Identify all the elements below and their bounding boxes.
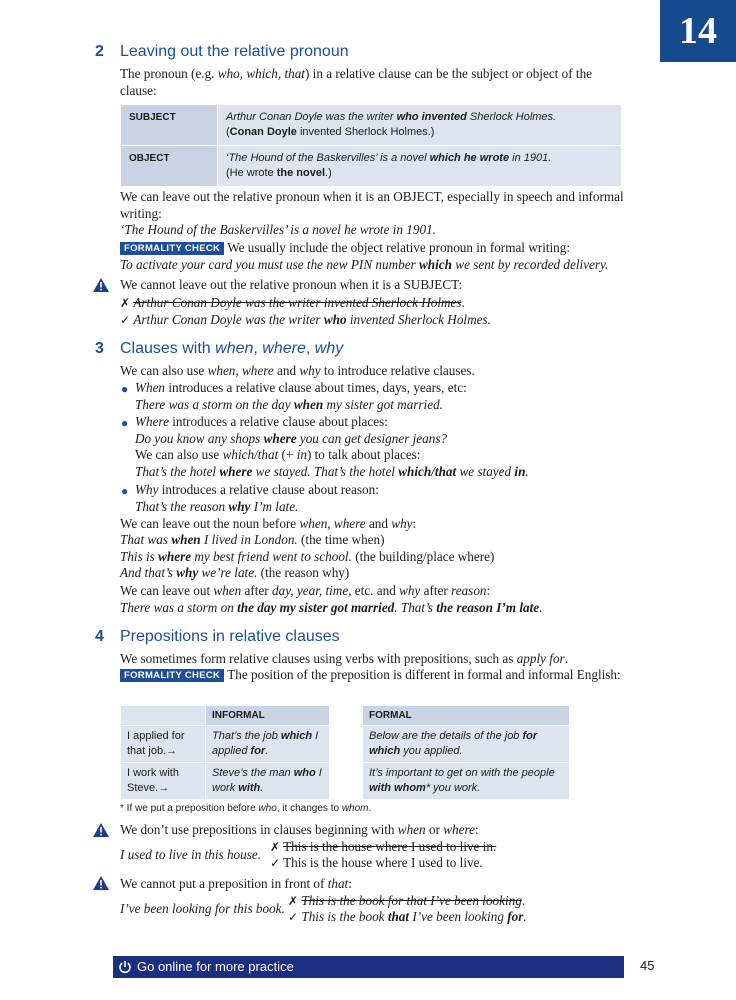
house-wrong: ✗ This is the house where I used to live in. <box>270 839 497 854</box>
section-3-number: 3 <box>95 340 104 357</box>
formal-example: It’s important to get on with the people with whom* you work. <box>363 763 570 800</box>
table-row <box>363 763 570 800</box>
online-practice-banner[interactable] <box>113 956 624 978</box>
informal-example: That’s the job which I applied for. <box>206 726 330 763</box>
leave-out-when-example: There was a storm on the day my sister got married. That’s the reason I’m late. <box>120 600 543 615</box>
house-base: I used to live in this house. <box>120 847 262 862</box>
noun-example-1: That was when I lived in London. (the time when) <box>120 532 385 547</box>
check-icon: ✓ <box>288 910 299 924</box>
book-base: I’ve been looking for this book. <box>120 901 285 916</box>
chapter-number-tab: 14 <box>660 0 736 62</box>
section-2-title: Leaving out the relative pronoun <box>120 43 349 60</box>
formal-example: To activate your card you must use the new PIN number which we sent by recorded delivery. <box>120 257 609 272</box>
informal-table <box>120 705 330 800</box>
section-2-intro: The pronoun (e.g. who, which, that) in a relative clause can be the subject or object of the clause: <box>120 66 593 98</box>
section-4-title: Prepositions in relative clauses <box>120 628 340 645</box>
informal-header: INFORMAL <box>206 706 330 726</box>
where-example-1: Do you know any shops where you can get designer jeans? <box>135 431 448 446</box>
cross-icon: ✗ <box>120 296 131 310</box>
bullet-icon: ● <box>121 416 129 430</box>
table-row <box>121 105 622 146</box>
formality-check-badge: FORMALITY CHECK <box>120 242 224 255</box>
house-right: ✓ This is the house where I used to live. <box>270 855 483 870</box>
where-example-2: That’s the hotel where we stayed. That’s the hotel which/that we stayed in. <box>135 464 529 479</box>
noun-example-3: And that’s why we’re late. (the reason why) <box>120 565 350 580</box>
base-sentence: I applied for that job.→ <box>121 726 206 763</box>
bullet-icon: ● <box>121 382 129 396</box>
where-rule: Where introduces a relative clause about places: <box>135 414 388 429</box>
wrong-example: ✗ Arthur Conan Doyle was the writer invented Sherlock Holmes. <box>120 295 465 310</box>
section-4-number: 4 <box>95 628 104 645</box>
table-row <box>363 726 570 763</box>
page-number: 45 <box>640 958 655 973</box>
book-wrong: ✗ This is the book for that I’ve been looking. <box>288 893 526 908</box>
when-where-warning: We don’t use prepositions in clauses beginning with when or where: <box>120 822 479 837</box>
cross-icon: ✗ <box>270 840 281 854</box>
formal-example: Below are the details of the job for which you applied. <box>363 726 570 763</box>
row-label: SUBJECT <box>121 105 218 146</box>
that-warning: We cannot put a preposition in front of that: <box>120 876 352 891</box>
subject-object-table <box>120 104 622 187</box>
check-icon: ✓ <box>120 313 131 327</box>
row-label: OBJECT <box>121 146 218 187</box>
arrow-icon: → <box>158 782 170 794</box>
table-row <box>121 146 622 187</box>
section-3-intro: We can also use when, where and why to introduce relative clauses. <box>120 363 475 378</box>
warning-icon <box>93 823 109 837</box>
informal-example: Steve’s the man who I work with. <box>206 763 330 800</box>
bullet-icon: ● <box>121 484 129 498</box>
subject-warning: We cannot leave out the relative pronoun when it is a SUBJECT: <box>120 277 463 292</box>
arrow-icon: → <box>166 745 178 757</box>
check-icon: ✓ <box>270 856 281 870</box>
leave-out-noun: We can leave out the noun before when, where and why: <box>120 516 417 531</box>
right-example: ✓ Arthur Conan Doyle was the writer who invented Sherlock Holmes. <box>120 312 491 327</box>
base-sentence: I work with Steve.→ <box>121 763 206 800</box>
online-practice-label: Go online for more practice <box>137 959 294 974</box>
power-icon <box>118 960 132 974</box>
warning-icon <box>93 876 109 890</box>
why-rule: Why introduces a relative clause about reason: <box>135 482 379 497</box>
where-also: We can also use which/that (+ in) to talk about places: <box>135 447 421 462</box>
row-examples: ‘The Hound of the Baskervilles’ is a novel which he wrote in 1901. (He wrote the novel.) <box>218 146 622 187</box>
section-2-number: 2 <box>95 43 104 60</box>
formality-check-2: FORMALITY CHECK The position of the preposition is different in formal and informal English: <box>120 667 630 684</box>
when-rule: When introduces a relative clause about times, days, years, etc: <box>135 380 467 395</box>
whom-footnote: * If we put a preposition before who, it changes to whom. <box>120 803 372 814</box>
section-4-intro: We sometimes form relative clauses using verbs with prepositions, such as apply for. <box>120 651 568 666</box>
object-example: ‘The Hound of the Baskervilles’ is a novel he wrote in 1901. <box>120 222 436 237</box>
warning-icon <box>93 278 109 292</box>
formal-table <box>362 705 570 800</box>
when-example: There was a storm on the day when my sister got married. <box>135 397 443 412</box>
table-row <box>121 726 330 763</box>
formal-header: FORMAL <box>363 706 570 726</box>
table-row <box>121 763 330 800</box>
book-right: ✓ This is the book that I’ve been looking for. <box>288 909 527 924</box>
leave-out-when: We can leave out when after day, year, time, etc. and why after reason: <box>120 583 491 598</box>
cross-icon: ✗ <box>288 894 299 908</box>
noun-example-2: This is where my best friend went to school. (the building/place where) <box>120 549 495 564</box>
why-example: That’s the reason why I’m late. <box>135 499 299 514</box>
section-3-title: Clauses with when, where, why <box>120 340 344 357</box>
formality-check-1: FORMALITY CHECK We usually include the object relative pronoun in formal writing: <box>120 240 570 257</box>
row-examples: Arthur Conan Doyle was the writer who invented Sherlock Holmes. (Conan Doyle invented Sherlock Holmes.) <box>218 105 622 146</box>
formality-check-badge: FORMALITY CHECK <box>120 669 224 682</box>
object-explanation: We can leave out the relative pronoun when it is an OBJECT, especially in speech and informal writing: <box>120 189 624 221</box>
